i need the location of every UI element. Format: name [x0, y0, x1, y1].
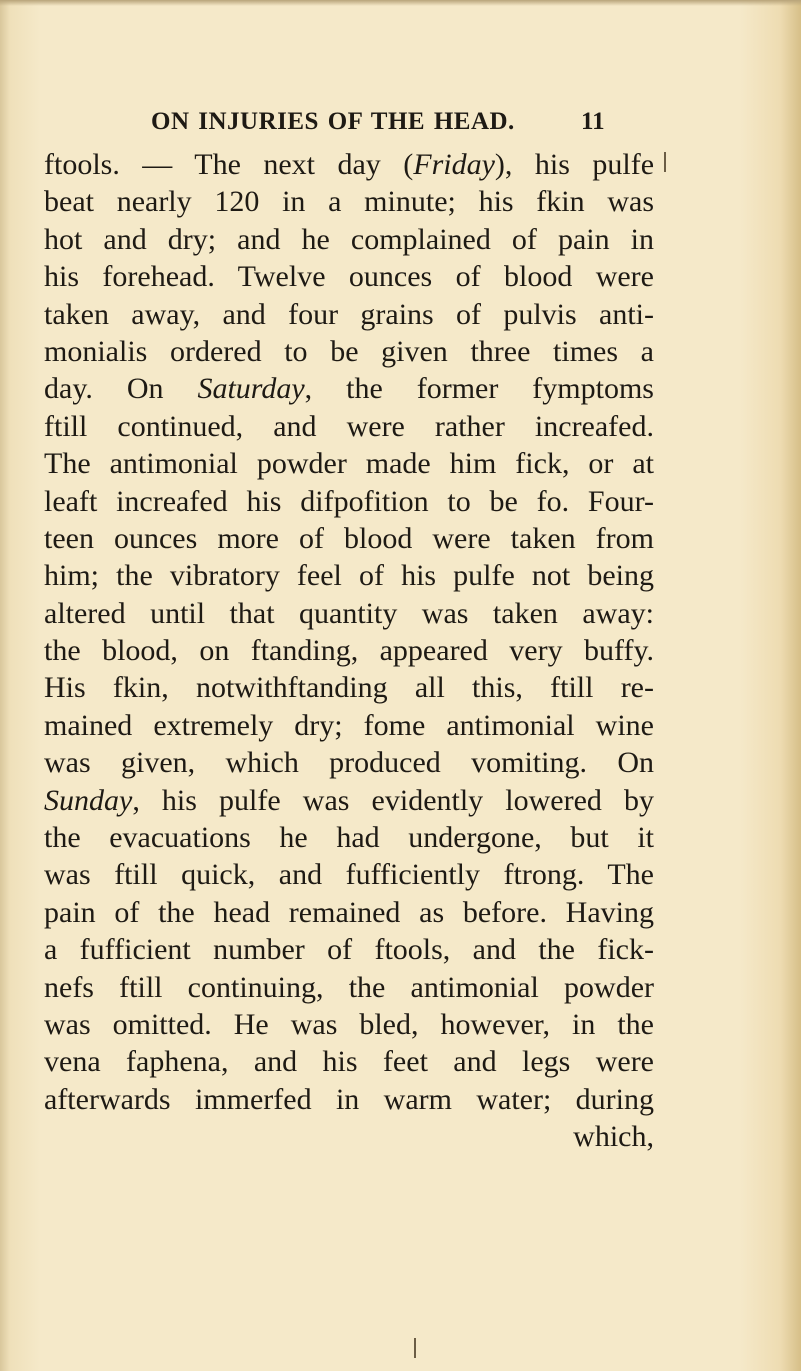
- text-line: [44, 819, 654, 856]
- text-line: [44, 1081, 654, 1118]
- text-segment: which,: [573, 1120, 654, 1154]
- text-segment: him; the vibratory feel of his pulfe not being: [44, 559, 654, 593]
- text-segment: was omitted. He was bled, however, in the: [44, 1007, 654, 1041]
- text-line: [44, 557, 654, 594]
- text-segment: ), his pulfe: [494, 148, 655, 181]
- text-segment: was ftill quick, and fufficiently ftrong. The: [44, 858, 654, 892]
- text-segment: , the former fymptoms: [304, 372, 654, 406]
- page-top-edge: [0, 0, 801, 6]
- text-segment: The antimonial powder made him fick, or at: [44, 447, 654, 481]
- running-head-title: ON INJURIES OF THE HEAD.: [151, 108, 515, 135]
- text-line: [44, 969, 654, 1006]
- text-segment: mained extremely dry; fome antimonial wine: [44, 708, 654, 742]
- italic-day-name: Saturday: [197, 372, 305, 406]
- text-line: [44, 333, 654, 370]
- text-line: [44, 1118, 654, 1155]
- text-line: [44, 520, 654, 557]
- text-line: [44, 669, 654, 706]
- text-segment: vena faphena, and his feet and legs were: [44, 1045, 654, 1079]
- text-line: [44, 483, 654, 520]
- italic-day-name: Friday: [413, 148, 495, 181]
- margin-mark: [664, 152, 666, 172]
- text-line: [44, 408, 654, 445]
- text-segment: His fkin, notwithftanding all this, ftill re-: [44, 671, 654, 705]
- text-segment: his forehead. Twelve ounces of blood were: [44, 260, 654, 294]
- text-line: [44, 856, 654, 893]
- text-segment: taken away, and four grains of pulvis anti-: [44, 297, 654, 331]
- text-segment: afterwards immerfed in warm water; during: [44, 1082, 654, 1116]
- bottom-mark: [414, 1338, 416, 1358]
- text-line: [44, 595, 654, 632]
- text-line: [44, 183, 654, 220]
- text-segment: leaft increafed his difpofition to be fo. Four-: [44, 484, 654, 518]
- text-line: [44, 894, 654, 931]
- text-line: [44, 632, 654, 669]
- page-number: 11: [581, 108, 605, 135]
- text-segment: pain of the head remained as before. Having: [44, 895, 654, 929]
- text-segment: ftill continued, and were rather increafed.: [44, 409, 654, 443]
- text-segment: a fufficient number of ftools, and the fick-: [44, 933, 654, 967]
- text-line: [44, 931, 654, 968]
- text-segment: teen ounces more of blood were taken from: [44, 521, 654, 555]
- text-line: [44, 782, 654, 819]
- text-segment: beat nearly 120 in a minute; his fkin was: [44, 185, 654, 219]
- text-segment: day. On: [44, 372, 198, 406]
- text-segment: , his pulfe was evidently lowered by: [132, 783, 654, 817]
- text-segment: altered until that quantity was taken away:: [44, 596, 654, 630]
- text-line: [44, 744, 654, 781]
- text-segment: the evacuations he had undergone, but it: [44, 821, 654, 855]
- text-line: [44, 370, 654, 407]
- text-segment: hot and dry; and he complained of pain in: [44, 222, 654, 256]
- text-segment: the blood, on ftanding, appeared very buffy.: [44, 634, 654, 668]
- text-line: [44, 258, 654, 295]
- running-head: [0, 106, 801, 140]
- text-segment: nefs ftill continuing, the antimonial powder: [44, 970, 654, 1004]
- text-line: [44, 445, 654, 482]
- text-line: [44, 1043, 654, 1080]
- text-line: [44, 1006, 654, 1043]
- text-line: [44, 146, 654, 183]
- text-line: [44, 221, 654, 258]
- text-segment: ftools. — The next day (: [44, 148, 414, 181]
- text-segment: was given, which produced vomiting. On: [44, 746, 654, 780]
- body-text: [44, 146, 654, 1156]
- text-segment: monialis ordered to be given three times a: [44, 334, 654, 368]
- text-line: [44, 296, 654, 333]
- italic-day-name: Sunday: [44, 783, 133, 817]
- text-line: [44, 707, 654, 744]
